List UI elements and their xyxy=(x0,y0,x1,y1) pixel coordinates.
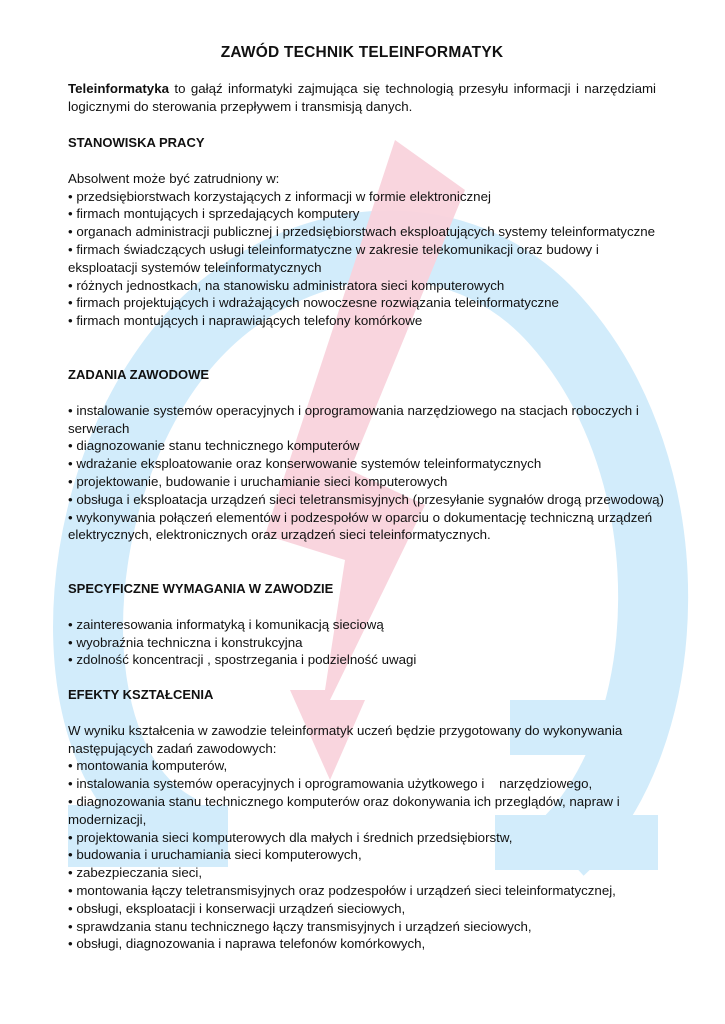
list-item: • przedsiębiorstwach korzystających z informacji w formie elektronicznej xyxy=(68,188,668,206)
list-item: • wyobraźnia techniczna i konstrukcyjna xyxy=(68,634,668,652)
tasks-list xyxy=(68,402,668,544)
list-item: • firmach projektujących i wdrażających nowoczesne rozwiązania teleinformatyczne xyxy=(68,294,668,312)
outcomes-heading: EFEKTY KSZTAŁCENIA xyxy=(68,687,214,702)
list-item: • montowania łączy teletransmisyjnych oraz podzespołów i urządzeń sieci teleinformatycznej, xyxy=(68,882,668,900)
list-item: • obsługi, eksploatacji i konserwacji urządzeń sieciowych, xyxy=(68,900,668,918)
list-item: • budowania i uruchamiania sieci komputerowych, xyxy=(68,846,668,864)
tasks-section xyxy=(68,366,668,544)
list-item: • montowania komputerów, xyxy=(68,757,668,775)
intro-term: Teleinformatyka xyxy=(68,81,169,96)
list-item: • diagnozowanie stanu technicznego komputerów xyxy=(68,437,668,455)
workplaces-heading: STANOWISKA PRACY xyxy=(68,135,205,150)
outcomes-section xyxy=(68,686,668,953)
list-item: • organach administracji publicznej i przedsiębiorstwach eksploatujących systemy teleinformatyczne xyxy=(68,223,668,241)
list-item: • zabezpieczania sieci, xyxy=(68,864,668,882)
list-item: • różnych jednostkach, na stanowisku administratora sieci komputerowych xyxy=(68,277,668,295)
list-item: • zainteresowania informatyką i komunikacją sieciową xyxy=(68,616,668,634)
tasks-heading: ZADANIA ZAWODOWE xyxy=(68,367,210,382)
requirements-heading: SPECYFICZNE WYMAGANIA W ZAWODZIE xyxy=(68,581,334,596)
list-item: • wykonywania połączeń elementów i podzespołów w oparciu o dokumentację techniczną urządzeń elektrycznych, elektronicznych oraz urządzeń sieci teleinformatycznych. xyxy=(68,509,668,545)
workplaces-list xyxy=(68,188,668,330)
list-item: • firmach montujących i naprawiających telefony komórkowe xyxy=(68,312,668,330)
list-item: • sprawdzania stanu technicznego łączy transmisyjnych i urządzeń sieciowych, xyxy=(68,918,668,936)
workplaces-lead: Absolwent może być zatrudniony w: xyxy=(68,170,280,186)
list-item: • firmach świadczących usługi teleinformatyczne w zakresie telekomunikacji oraz budowy i eksploatacji systemów teleinformatycznych xyxy=(68,241,668,277)
list-item: • zdolność koncentracji , spostrzegania i podzielność uwagi xyxy=(68,651,668,669)
requirements-list xyxy=(68,616,668,669)
list-item: • instalowanie systemów operacyjnych i oprogramowania narzędziowego na stacjach roboczych i serwerach xyxy=(68,402,668,438)
list-item: • wdrażanie eksploatowanie oraz konserwowanie systemów teleinformatycznych xyxy=(68,455,668,473)
list-item: • firmach montujących i sprzedających komputery xyxy=(68,205,668,223)
list-item: • diagnozowania stanu technicznego komputerów oraz dokonywania ich przeglądów, napraw i modernizacji, xyxy=(68,793,668,829)
list-item: • projektowania sieci komputerowych dla małych i średnich przedsiębiorstw, xyxy=(68,829,668,847)
intro-text: to gałąź informatyki zajmująca się technologią przesyłu informacji i narzędziami logicznymi do sterowania przepływem i transmisją danych. xyxy=(68,81,656,114)
requirements-section xyxy=(68,580,668,669)
list-item: • obsługa i eksploatacja urządzeń sieci teletransmisyjnych (przesyłanie sygnałów drogą przewodową) xyxy=(68,491,668,509)
intro-paragraph xyxy=(68,80,656,116)
list-item: • projektowanie, budowanie i uruchamianie sieci komputerowych xyxy=(68,473,668,491)
workplaces-section xyxy=(68,134,668,330)
outcomes-lead: W wyniku kształcenia w zawodzie teleinformatyk uczeń będzie przygotowany do wykonywania następujących zadań zawodowych: xyxy=(68,722,623,756)
outcomes-list xyxy=(68,757,668,953)
page-title: ZAWÓD TECHNIK TELEINFORMATYK xyxy=(220,44,504,61)
list-item: • obsługi, diagnozowania i naprawa telefonów komórkowych, xyxy=(68,935,668,953)
list-item: • instalowania systemów operacyjnych i oprogramowania użytkowego i narzędziowego, xyxy=(68,775,668,793)
